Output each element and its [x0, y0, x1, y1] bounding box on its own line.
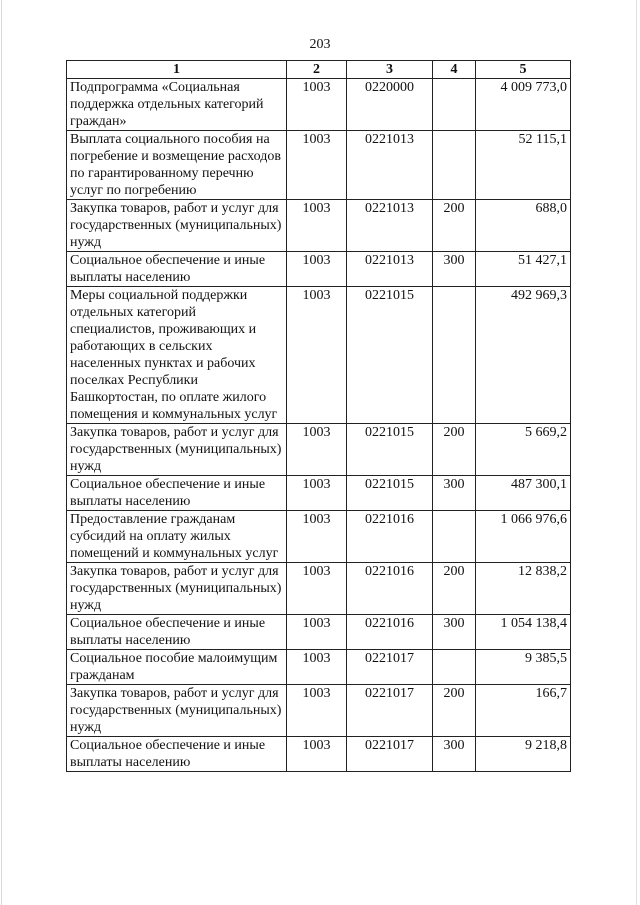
- table-row: [67, 79, 571, 131]
- table-row: [67, 424, 571, 476]
- row-target: 0221017: [347, 650, 433, 685]
- row-amount: 52 115,1: [476, 131, 571, 200]
- row-amount: 688,0: [476, 200, 571, 252]
- row-target: 0221015: [347, 287, 433, 424]
- row-name: Меры социальной поддержки отдельных категорий специалистов, проживающих и работающих в сельских населенных пунктах и рабочих поселках Республики Башкортостан, по оплате жилого помещения и коммунальных услуг: [67, 287, 287, 424]
- row-section: 1003: [287, 615, 347, 650]
- row-section: 1003: [287, 424, 347, 476]
- row-amount: 492 969,3: [476, 287, 571, 424]
- row-name: Социальное обеспечение и иные выплаты населению: [67, 252, 287, 287]
- row-section: 1003: [287, 476, 347, 511]
- table-row: [67, 563, 571, 615]
- row-target: 0221013: [347, 131, 433, 200]
- row-type: 200: [433, 200, 476, 252]
- row-type: [433, 650, 476, 685]
- row-name: Предоставление гражданам субсидий на оплату жилых помещений и коммунальных услуг: [67, 511, 287, 563]
- row-target: 0221016: [347, 615, 433, 650]
- row-amount: 487 300,1: [476, 476, 571, 511]
- row-type: 300: [433, 615, 476, 650]
- row-type: [433, 511, 476, 563]
- scan-edge-left: [1, 0, 2, 905]
- row-amount: 4 009 773,0: [476, 79, 571, 131]
- header-col-5: 5: [476, 61, 571, 79]
- row-type: 300: [433, 476, 476, 511]
- table-row: [67, 131, 571, 200]
- row-target: 0221015: [347, 424, 433, 476]
- header-col-2: 2: [287, 61, 347, 79]
- row-type: 300: [433, 252, 476, 287]
- row-name: Социальное обеспечение и иные выплаты населению: [67, 737, 287, 772]
- row-name: Закупка товаров, работ и услуг для государственных (муниципальных) нужд: [67, 200, 287, 252]
- row-amount: 9 218,8: [476, 737, 571, 772]
- table-row: [67, 737, 571, 772]
- row-type: [433, 287, 476, 424]
- row-name: Выплата социального пособия на погребение и возмещение расходов по гарантированному перечню услуг по погребению: [67, 131, 287, 200]
- header-col-3: 3: [347, 61, 433, 79]
- row-amount: 1 066 976,6: [476, 511, 571, 563]
- row-name: Подпрограмма «Социальная поддержка отдельных категорий граждан»: [67, 79, 287, 131]
- row-section: 1003: [287, 511, 347, 563]
- row-target: 0221016: [347, 511, 433, 563]
- row-target: 0221017: [347, 737, 433, 772]
- header-col-1: 1: [67, 61, 287, 79]
- row-amount: 9 385,5: [476, 650, 571, 685]
- row-section: 1003: [287, 252, 347, 287]
- row-type: 300: [433, 737, 476, 772]
- table-row: [67, 476, 571, 511]
- table-header-row: [67, 61, 571, 79]
- row-name: Закупка товаров, работ и услуг для государственных (муниципальных) нужд: [67, 685, 287, 737]
- row-name: Закупка товаров, работ и услуг для государственных (муниципальных) нужд: [67, 424, 287, 476]
- row-section: 1003: [287, 650, 347, 685]
- row-section: 1003: [287, 685, 347, 737]
- row-target: 0221015: [347, 476, 433, 511]
- row-type: 200: [433, 685, 476, 737]
- row-target: 0221013: [347, 252, 433, 287]
- table-row: [67, 200, 571, 252]
- row-target: 0220000: [347, 79, 433, 131]
- row-amount: 166,7: [476, 685, 571, 737]
- table-row: [67, 252, 571, 287]
- row-type: 200: [433, 424, 476, 476]
- row-name: Социальное обеспечение и иные выплаты населению: [67, 476, 287, 511]
- row-amount: 51 427,1: [476, 252, 571, 287]
- row-section: 1003: [287, 131, 347, 200]
- row-name: Закупка товаров, работ и услуг для государственных (муниципальных) нужд: [67, 563, 287, 615]
- row-section: 1003: [287, 200, 347, 252]
- row-section: 1003: [287, 737, 347, 772]
- row-target: 0221016: [347, 563, 433, 615]
- row-section: 1003: [287, 563, 347, 615]
- table-row: [67, 287, 571, 424]
- table-row: [67, 511, 571, 563]
- row-name: Социальное пособие малоимущим гражданам: [67, 650, 287, 685]
- row-type: [433, 131, 476, 200]
- row-amount: 1 054 138,4: [476, 615, 571, 650]
- row-name: Социальное обеспечение и иные выплаты населению: [67, 615, 287, 650]
- table-row: [67, 650, 571, 685]
- row-type: 200: [433, 563, 476, 615]
- row-target: 0221013: [347, 200, 433, 252]
- row-amount: 5 669,2: [476, 424, 571, 476]
- table-row: [67, 685, 571, 737]
- scan-edge-right: [636, 0, 637, 905]
- page-number: 203: [309, 37, 331, 52]
- row-section: 1003: [287, 79, 347, 131]
- budget-table: [66, 60, 571, 772]
- header-col-4: 4: [433, 61, 476, 79]
- row-type: [433, 79, 476, 131]
- table-row: [67, 615, 571, 650]
- row-target: 0221017: [347, 685, 433, 737]
- row-amount: 12 838,2: [476, 563, 571, 615]
- row-section: 1003: [287, 287, 347, 424]
